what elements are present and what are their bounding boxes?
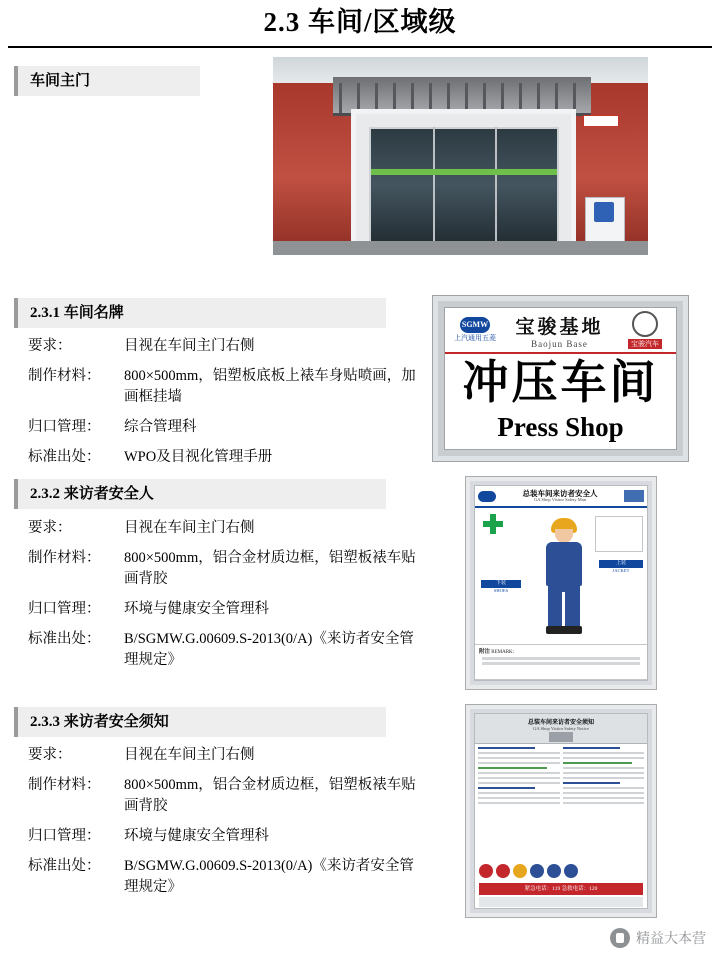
spec-value: WPO及目视化管理手册 [124, 449, 273, 465]
notice-text-line [478, 787, 535, 789]
poster-label-shoes-cn: 下装 [481, 580, 521, 588]
leg-gap [562, 592, 565, 628]
sgmw-company-name: 上汽通用五菱 [454, 334, 496, 343]
mandatory-icon [530, 864, 544, 878]
section-heading-231: 2.3.1 车间名牌 [14, 298, 386, 328]
mandatory-icon [547, 864, 561, 878]
poster-footer [475, 679, 647, 681]
notice-text-line [563, 752, 645, 754]
poster-title-en: GA Shop Visitor Safety Man [534, 496, 586, 502]
baojun-mark [614, 311, 676, 349]
notice-text-line [563, 792, 645, 794]
watermark-text: 精益大本营 [636, 932, 706, 947]
photo-door-sign [583, 115, 619, 127]
sign-main [445, 354, 676, 449]
notice-emergency-banner: 紧急电话：119 急救电话：120 [479, 883, 643, 895]
notice-header-image [549, 732, 573, 742]
warning-icon [513, 864, 527, 878]
notice-text-line [478, 747, 535, 749]
photo-wall-panel [585, 197, 625, 245]
workshop-main-door-photo [273, 57, 648, 255]
photo-door-mullion [495, 127, 497, 255]
section-heading-232: 2.3.2 来访者安全人 [14, 479, 386, 509]
photo-glass-door [369, 127, 559, 255]
notice-text-line [478, 757, 560, 759]
notice-footer [479, 897, 643, 907]
spec-row [28, 745, 428, 766]
spec-value: 800×500mm，铝合金材质边框，铝塑板裱车贴画背胶 [124, 550, 416, 587]
notice-pictogram-row [475, 864, 647, 881]
notice-columns [475, 744, 647, 864]
poster-header-mark [624, 490, 644, 502]
spec-value: B/SGMW.G.00609.S-2013(0/A)《来访者安全管理规定》 [124, 858, 414, 895]
spec-value: 环境与健康安全管理科 [124, 828, 269, 844]
spec-row [28, 518, 428, 539]
photo-green-stripe [371, 169, 557, 175]
page-title: 2.3 车间/区域级 [263, 7, 457, 37]
title-divider [8, 46, 712, 48]
poster-note-line [482, 662, 640, 665]
sign-main-cn: 冲压车间 [462, 357, 659, 408]
visitor-safety-notice-poster-photo [466, 705, 656, 917]
poster-note-label-en: REMARK： [491, 650, 518, 655]
wechat-logo-icon [610, 928, 630, 948]
notice-title-cn: 总装车间来访者安全须知 [527, 720, 594, 726]
photo-door-mullion [433, 127, 435, 255]
notice-text-line [563, 747, 620, 749]
spec-key: 归口管理： [28, 419, 101, 435]
spec-value: 目视在车间主门右侧 [124, 747, 255, 763]
sign-main-en: Press Shop [497, 412, 624, 442]
shoes-shape [546, 626, 582, 634]
sign-header [445, 308, 676, 354]
sgmw-logo [445, 317, 505, 343]
spec-key: 要求： [28, 747, 72, 763]
jacket-shape [546, 542, 582, 586]
photo-blue-pictogram [594, 202, 614, 222]
poster-inner [474, 485, 648, 681]
poster-body [475, 508, 647, 644]
spec-row [28, 447, 428, 468]
poster-side-box [595, 516, 643, 552]
spec-key: 要求： [28, 520, 72, 536]
poster-note [475, 644, 647, 679]
section-label-main-door: 车间主门 [14, 66, 200, 96]
notice-text-line [478, 797, 560, 799]
spec-value: 800×500mm，铝塑板底板上裱车身贴喷画，加画框挂墙 [124, 368, 416, 405]
notice-text-line [478, 802, 560, 804]
spec-value: B/SGMW.G.00609.S-2013(0/A)《来访者安全管理规定》 [124, 631, 414, 668]
poster-label-shoes [481, 580, 521, 593]
prohibition-icon [496, 864, 510, 878]
notice-text-line [563, 762, 632, 764]
spec-list-232 [28, 518, 428, 680]
notice-text-line [563, 787, 645, 789]
notice-text-line [563, 777, 645, 779]
section-heading-233: 2.3.3 来访者安全须知 [14, 707, 386, 737]
mandatory-icon [564, 864, 578, 878]
spec-list-233 [28, 745, 428, 907]
spec-key: 制作材料： [28, 368, 101, 384]
baojun-horse-icon [632, 311, 658, 337]
safety-man-illustration [537, 518, 591, 636]
visitor-safety-man-poster-photo [466, 477, 656, 689]
spec-row [28, 336, 428, 357]
spec-value: 目视在车间主门右侧 [124, 520, 255, 536]
notice-column [478, 747, 560, 861]
face-shape [555, 529, 573, 543]
sign-brand-en: Baojun Base [531, 338, 588, 349]
notice-text-line [563, 772, 645, 774]
notice-header [475, 714, 647, 744]
poster-label-jacket [599, 560, 643, 573]
notice-text-line [563, 802, 645, 804]
spec-key: 标准出处： [28, 858, 101, 874]
spec-value: 800×500mm，铝合金材质边框，铝塑板裱车贴画背胶 [124, 777, 416, 814]
spec-key: 归口管理： [28, 601, 101, 617]
spec-row [28, 856, 428, 898]
spec-row [28, 548, 428, 590]
notice-text-line [478, 772, 560, 774]
notice-text-line [478, 767, 547, 769]
spec-row [28, 599, 428, 620]
spec-row [28, 826, 428, 847]
notice-text-line [478, 762, 560, 764]
page-title-bar [0, 0, 720, 47]
notice-text-line [478, 792, 560, 794]
spec-row [28, 629, 428, 671]
poster-title [496, 490, 624, 503]
notice-text-line [478, 782, 560, 784]
spec-key: 制作材料： [28, 777, 101, 793]
sign-brand [505, 312, 614, 349]
notice-text-line [478, 752, 560, 754]
sgmw-logo-badge: SGMW [460, 317, 490, 333]
notice-text-line [563, 767, 645, 769]
sgmw-logo-icon [478, 491, 496, 502]
spec-row [28, 366, 428, 408]
photo-ground [273, 241, 648, 255]
watermark [610, 928, 706, 948]
prohibition-icon [479, 864, 493, 878]
poster-label-jacket-en: JACKET [612, 567, 630, 573]
spec-row [28, 417, 428, 438]
notice-title-en: GA Shop Visitor Safety Notice [533, 726, 589, 731]
poster-header [475, 486, 647, 508]
green-cross-icon [483, 514, 503, 534]
spec-list-231 [28, 336, 428, 477]
spec-row [28, 775, 428, 817]
baojun-mark-label: 宝骏汽车 [628, 339, 662, 349]
notice-text-line [478, 777, 560, 779]
spec-key: 制作材料： [28, 550, 101, 566]
spec-key: 标准出处： [28, 631, 101, 647]
notice-text-line [563, 757, 645, 759]
notice-text-line [563, 797, 645, 799]
notice-inner [474, 713, 648, 909]
poster-note-label: 附注 [479, 649, 491, 655]
notice-column [563, 747, 645, 861]
sign-brand-cn: 宝骏基地 [515, 316, 604, 338]
spec-value: 目视在车间主门右侧 [124, 338, 255, 354]
press-shop-sign-photo [433, 296, 688, 461]
spec-key: 标准出处： [28, 449, 101, 465]
spec-key: 归口管理： [28, 828, 101, 844]
poster-label-jacket-cn: 上装 [599, 560, 643, 568]
spec-value: 环境与健康安全管理科 [124, 601, 269, 617]
poster-label-shoes-en: SHOES [493, 587, 509, 593]
notice-text-line [563, 782, 620, 784]
poster-title-cn: 总装车间来访者安全人 [522, 488, 598, 498]
spec-value: 综合管理科 [124, 419, 197, 435]
spec-key: 要求： [28, 338, 72, 354]
poster-note-line [482, 657, 640, 660]
sign-inner [444, 307, 677, 450]
